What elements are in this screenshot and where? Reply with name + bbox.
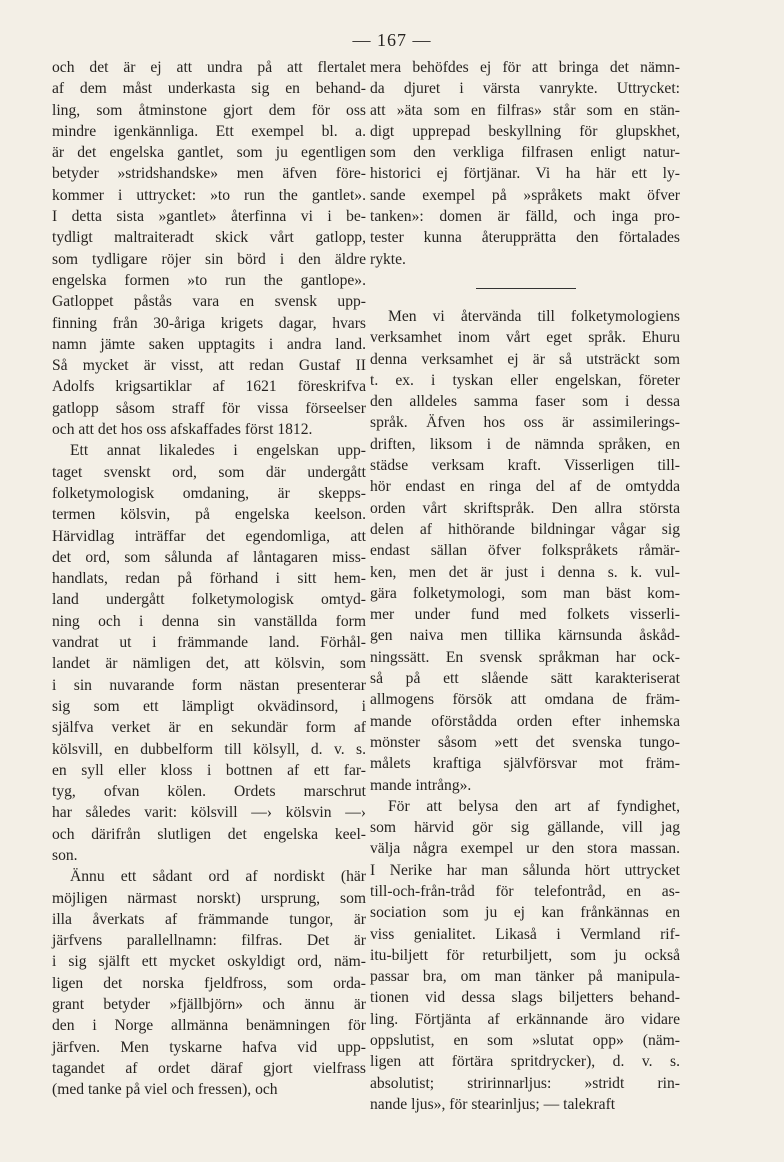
- text-line: är det engelska gantlet, som ju egentligen: [52, 144, 366, 162]
- text-line: historici ej förtjänar. Vi ha här ett ly-: [370, 165, 680, 183]
- text-line: taget svenskt ord, som där undergått: [52, 463, 366, 481]
- text-line: da djuret i värsta vanrykte. Uttrycket:: [370, 80, 680, 98]
- text-line: ning och i denna sin vanställda form: [52, 612, 366, 630]
- text-line: gära folketymologi, som man bäst kom-: [370, 584, 680, 602]
- text-line: son.: [52, 846, 78, 864]
- text-line: tionen vid dessa slags biljetters behand-: [370, 989, 680, 1007]
- text-line: städse verksam kraft. Visserligen till-: [370, 457, 680, 475]
- text-line: verksamhet inom vårt eget språk. Ehuru: [370, 329, 680, 347]
- text-line: ningssätt. En svensk språkman har ock-: [370, 648, 680, 666]
- text-line: i sig själft ett mycket oskyldigt ord, näm-: [52, 953, 366, 971]
- text-line: järfvens parallellnamn: filfras. Det är: [52, 932, 366, 950]
- text-line: har således varit: kölsvill —› kölsvin —›: [52, 804, 366, 822]
- text-line: tagandet af ordet däraf gjort vielfrass: [52, 1059, 366, 1077]
- text-line: viss genialitet. Likaså i Vermland rif-: [370, 925, 680, 943]
- page-number: — 167 —: [352, 30, 432, 50]
- text-line: engelska formen »to run the gantlope».: [52, 271, 366, 289]
- text-line: tester kunna återupprätta den förtalades: [370, 229, 680, 247]
- text-line: finning från 30-åriga krigets dagar, hvars: [52, 314, 366, 332]
- text-line: målets kraftiga självförsvar mot främ-: [370, 755, 680, 773]
- text-line: betyder »stridshandske» men äfven före-: [52, 165, 366, 183]
- text-line: grant betyder »fjällbjörn» och ännu är: [52, 996, 366, 1014]
- left-column: [52, 57, 366, 1101]
- text-line: land undergått folketymologisk omtyd-: [52, 591, 366, 609]
- text-line: så på ett slående sätt karakteriserat: [370, 670, 680, 688]
- text-line: af dem måst underkasta sig en behand-: [52, 80, 366, 98]
- text-line: delen af hithörande bildningar vågar sig: [370, 520, 680, 538]
- text-line: Ett annat likaledes i engelskan upp-: [70, 442, 366, 460]
- text-line: Adolfs krigsartiklar af 1621 föreskrifva: [52, 378, 366, 396]
- text-line: vandrat ut i främmande land. Förhål-: [52, 634, 366, 652]
- text-line: folketymologisk omdaning, är skepps-: [52, 484, 366, 502]
- text-line: orden vårt skriftspråk. Den allra största: [370, 499, 680, 517]
- right-column: [370, 57, 680, 1115]
- text-line: (med tanke på viel och fressen), och: [52, 1081, 278, 1099]
- text-line: namn jämte saken upptagits i andra land.: [52, 335, 366, 353]
- section-divider: [370, 270, 680, 306]
- text-line: mera behöfdes ej för att bringa det nämn-: [370, 59, 680, 76]
- text-line: itu-biljett för returbiljett, som ju också: [370, 946, 680, 964]
- text-line: tyg, ofvan kölen. Ordets marschrut: [52, 783, 366, 801]
- text-line: att »äta som en filfras» står som en stän-: [370, 101, 680, 119]
- text-line: till-och-från-tråd för telefontråd, en as-: [370, 882, 680, 900]
- text-line: denna verksamhet ej är så utsträckt som: [370, 350, 680, 368]
- text-line: järfven. Men tyskarne hafva vid upp-: [52, 1038, 366, 1056]
- text-line: mande oförstådda orden efter inhemska: [370, 712, 680, 730]
- text-line: gen naiva men tillika kärnsunda åskåd-: [370, 627, 680, 645]
- text-line: I detta sista »gantlet» återfinna vi i be-: [52, 208, 366, 226]
- text-line: hör endast en ringa del af de omtydda: [370, 478, 680, 496]
- text-line: nande ljus», för stearinljus; — talekraft: [370, 1095, 616, 1113]
- text-line: I Nerike har man sålunda hört uttrycket: [370, 861, 680, 879]
- text-line: ling, som åtminstone gjort dem för oss: [52, 101, 366, 119]
- text-line: den alldeles samma faser som i dessa: [370, 393, 680, 411]
- text-line: själfva verket är en sekundär form af: [52, 719, 366, 737]
- text-line: mande intrång».: [370, 776, 472, 794]
- text-line: rykte.: [370, 250, 406, 268]
- text-line: den i Norge allmänna benämningen för: [52, 1017, 366, 1035]
- text-line: sociation som ju ej kan frånkännas en: [370, 904, 680, 922]
- text-line: språk. Äfven hos oss är assimilerings-: [370, 414, 680, 432]
- text-line: och därifrån slutligen det engelska keel-: [52, 825, 366, 843]
- text-line: välja några exempel ur den stora massan.: [370, 840, 680, 858]
- text-line: digt upprepad beskyllning för glupskhet,: [370, 122, 680, 140]
- text-line: det ord, som sålunda af låntagaren miss-: [52, 548, 366, 566]
- text-line: som tydligare röjer sin börd i den äldre: [52, 250, 366, 268]
- text-line: en syll eller kloss i bottnen af ett far-: [52, 761, 366, 779]
- text-line: endast sällan öfver folkspråkets råmär-: [370, 542, 680, 560]
- text-line: Så mycket är visst, att redan Gustaf II: [52, 357, 366, 375]
- text-line: och det är ej att undra på att flertalet: [52, 59, 366, 76]
- text-line: t. ex. i tyskan eller engelskan, företer: [370, 371, 680, 389]
- text-line: möjligen närmast norskt) ursprung, som: [52, 889, 366, 907]
- text-line: För att belysa den art af fyndighet,: [388, 797, 680, 815]
- text-line: mindre igenkännliga. Ett exempel bl. a.: [52, 122, 366, 140]
- text-line: tanken»: domen är fälld, och inga pro-: [370, 208, 680, 226]
- text-line: tydligt maltraiteradt skick vårt gatlopp,: [52, 229, 366, 247]
- text-line: illa åverkats af främmande tungor, är: [52, 910, 366, 928]
- text-line: oppslutist, en som »slutat opp» (näm-: [370, 1032, 680, 1050]
- text-line: ling. Förtjänta af erkännande äro vidare: [370, 1010, 680, 1028]
- text-line: ligen att förtära spritdrycker), d. v. s.: [370, 1053, 680, 1071]
- text-line: kölsvill, en dubbelform till kölsyll, d. v. s.: [52, 740, 366, 758]
- text-line: Ännu ett sådant ord af nordiskt (här: [70, 868, 366, 886]
- text-line: kommer i uttrycket: »to run the gantlet».: [52, 186, 366, 204]
- text-line: Men vi återvända till folketymologiens: [388, 307, 680, 325]
- text-line: Gatloppet påstås vara en svensk upp-: [52, 293, 366, 311]
- text-line: driften, liksom i de nämnda språken, en: [370, 435, 680, 453]
- text-line: allmogens försök att omdana de främ-: [370, 691, 680, 709]
- text-line: ligen det norska fjeldfross, som orda-: [52, 974, 366, 992]
- text-line: som den verkliga filfrasen enligt natur-: [370, 144, 680, 162]
- text-line: Härvidlag inträffar det egendomliga, att: [52, 527, 366, 545]
- text-line: sande exempel på »språkets makt öfver: [370, 186, 680, 204]
- text-line: landet är nämligen det, att kölsvin, som: [52, 655, 366, 673]
- text-line: sig som ett lämpligt okvädinsord, i: [52, 697, 366, 715]
- text-line: mer under fund med folkets visserli-: [370, 606, 680, 624]
- text-line: termen kölsvin, på engelska keelson.: [52, 506, 366, 524]
- text-line: ken, men det är just i denna s. k. vul-: [370, 563, 680, 581]
- text-line: absolutist; stririnnarljus: »stridt rin-: [370, 1074, 680, 1092]
- text-line: och att det hos oss afskaffades först 1812.: [52, 421, 313, 439]
- text-line: i sin nuvarande form nästan presenterar: [52, 676, 366, 694]
- text-line: gatlopp såsom straff för vissa förseelser: [52, 399, 366, 417]
- text-line: som härvid gör sig gällande, vill jag: [370, 819, 680, 837]
- text-line: passar bra, om man tänker på manipula-: [370, 968, 680, 986]
- text-line: mönster såsom »ett det svenska tungo-: [370, 733, 680, 751]
- text-line: handlats, redan på förhand i sitt hem-: [52, 570, 366, 588]
